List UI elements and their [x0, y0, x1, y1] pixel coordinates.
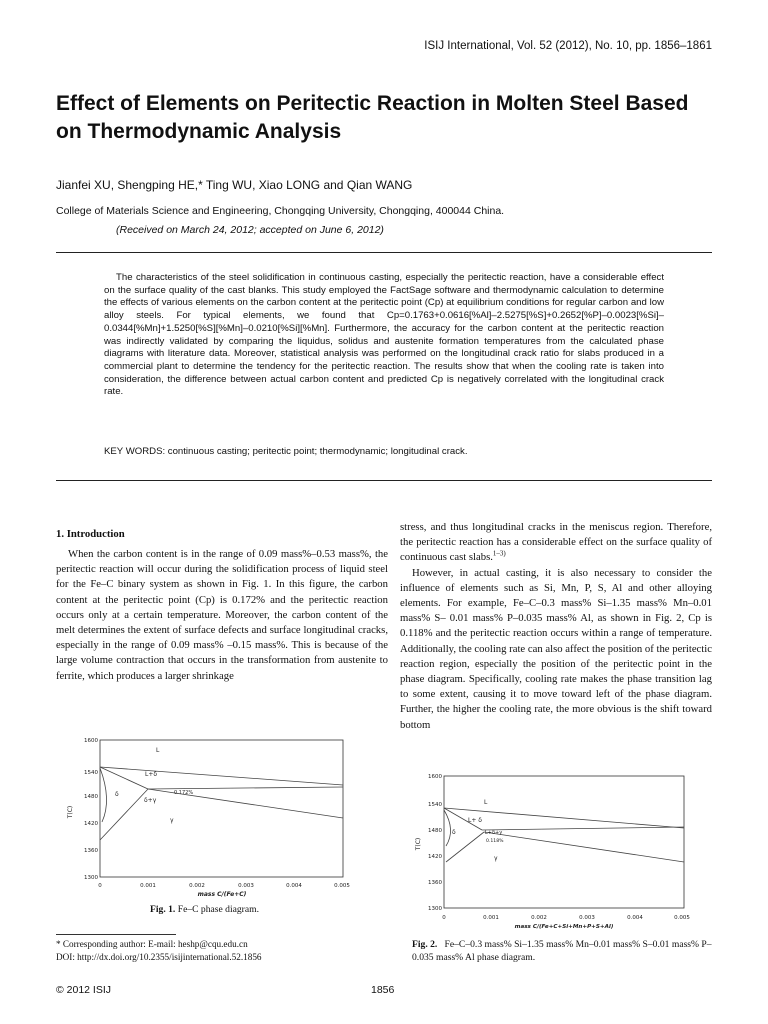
fig1-ytick-1420: 1420 [84, 821, 98, 827]
fig1-x-label: mass C/(Fe+C) [197, 891, 247, 898]
received-date: (Received on March 24, 2012; accepted on June 6, 2012) [116, 224, 384, 236]
fig2-peritectic-point: 0.118% [486, 839, 504, 844]
fig1-ytick-1600: 1600 [84, 738, 98, 744]
figure-1-phase-diagram [60, 730, 360, 900]
author-list: Jianfei XU, Shengping HE,* Ting WU, Xiao LONG and Qian WANG [56, 178, 413, 192]
fig1-ytick-1540: 1540 [84, 770, 98, 776]
fig2-ytick-1540: 1540 [428, 802, 442, 808]
fig1-y-label: T(C) [67, 805, 74, 819]
fig2-region-L-delta-gamma: L+δ+γ [485, 830, 503, 836]
fig1-xtick-0003: 0.003 [238, 883, 254, 889]
keywords: KEY WORDS: continuous casting; peritectic point; thermodynamic; longitudinal crack. [104, 446, 468, 457]
copyright: © 2012 ISIJ [56, 984, 112, 996]
fig2-ytick-1600: 1600 [428, 774, 442, 780]
fig2-ytick-1420: 1420 [428, 854, 442, 860]
fig1-xtick-0002: 0.002 [189, 883, 205, 889]
fig2-ytick-1300: 1300 [428, 906, 442, 912]
fig1-region-delta: δ [115, 791, 119, 798]
figure-2-phase-diagram [412, 770, 702, 932]
journal-citation: ISIJ International, Vol. 52 (2012), No. 10, pp. 1856–1861 [424, 40, 712, 52]
footnote [56, 938, 262, 964]
intro-right-column [400, 520, 712, 733]
fig2-xtick-0002: 0.002 [531, 915, 547, 921]
fig1-region-gamma: γ [170, 817, 174, 824]
fig2-region-gamma: γ [494, 855, 498, 862]
paper-title: Effect of Elements on Peritectic Reaction in Molten Steel Based on Thermodynamic Analysis [56, 92, 689, 143]
fig2-caption-label: Fig. 2. [412, 939, 438, 950]
fig1-ytick-1360: 1360 [84, 848, 98, 854]
fig1-ytick-1300: 1300 [84, 875, 98, 881]
fig2-region-L-delta: L+ δ [468, 817, 482, 824]
footnote-divider [56, 934, 176, 935]
affiliation: College of Materials Science and Engineering, Chongqing University, Chongqing, 400044 China. [56, 205, 505, 217]
fig2-x-label: mass C/(Fe+C+Si+Mn+P+S+Al) [514, 924, 614, 930]
fig2-region-L: L [484, 799, 488, 806]
fig2-xtick-0004: 0.004 [627, 915, 643, 921]
intro-paragraph-3: However, in actual casting, it is also necessary to consider the influence of elements such as Si, Mn, P, S, Al and other alloying elements. For example, Fe–C–0.3 mass% Si–1.35 mass% Mn–0.01 mass% S– 0.01 mass% P–0.035 mass% Al, as shown in Fig. 2, Cp is 0.118% and the peritectic reaction occurs within a range of temperature. Additionally, the cooling rate can also affect the position of the peritectic reaction region, especially the position of the peritectic point in the phase diagram. Specifically, cooling rate makes the phase transition lag to some extent, causing it to move toward left of the phase diagram. Further, the higher the cooling rate, the more obvious is the shift toward bottom [400, 566, 712, 731]
fig2-xtick-0: 0 [442, 915, 446, 921]
fig1-caption-label: Fig. 1. [150, 904, 176, 915]
section-heading-introduction: 1. Introduction [56, 528, 125, 540]
doi-link[interactable]: DOI: http://dx.doi.org/10.2355/isijinternational.52.1856 [56, 952, 262, 962]
fig2-y-label: T(C) [415, 837, 422, 851]
intro-paragraph-2 [400, 520, 712, 566]
fig1-xtick-0001: 0.001 [140, 883, 156, 889]
fig2-caption-text: Fe–C–0.3 mass% Si–1.35 mass% Mn–0.01 mass% S–0.01 mass% P–0.035 mass% Al phase diagram. [412, 939, 712, 963]
fig1-xtick-0005: 0.005 [334, 883, 350, 889]
figure-1-caption [150, 904, 259, 915]
fig2-region-delta: δ [452, 829, 456, 836]
top-divider [56, 252, 712, 253]
fig1-caption-text: Fe–C phase diagram. [177, 904, 259, 915]
abstract: The characteristics of the steel solidification in continuous casting, especially the peritectic reaction, have a considerable effect on the surface quality of the cast blanks. This study employed the FactSage software and thermodynamic calculation to determine the effects of various elements on the carbon content at the peritectic point (Cp) at equilibrium conditions for regular carbon and low alloy steels. For typical elements, we found that Cp=0.1763+0.0616[%Al]–2.5275[%S]+0.2652[%P]–0.0023[%Si]–0.0344[%Mn]+1.5250[%S][%Mn]–0.0210[%Si][%Mn]. Furthermore, the accuracy for the carbon content at the peritectic reaction was indirectly validated by comparing the liquidus, solidus and austenite formation temperatures from the calculated phase diagrams with literature data. Moreover, statistical analysis was performed on the longitudinal crack ratio for slabs produced in a commercial plant to determine the tendency for the peritectic reaction. The results show that when the cooling rate is taken into consideration, the difference between actual carbon content and predicted Cp is negatively correlated with the longitudinal crack rate. [104, 272, 664, 398]
intro-paragraph-2-text: stress, and thus longitudinal cracks in the meniscus region. Therefore, the peritectic reaction has a considerable effect on the surface quality of continuous cast slabs. [400, 521, 712, 564]
fig1-region-L-delta: L+δ [145, 771, 158, 778]
fig2-xtick-0003: 0.003 [579, 915, 595, 921]
citation-ref: 1–3) [492, 549, 506, 558]
intro-paragraph-1: When the carbon content is in the range of 0.09 mass%–0.53 mass%, the peritectic reaction will occur during the solidification process of liquid steel for the Fe–C binary system as shown in Fig. 1. In this figure, the carbon content at the peritectic point (Cp) is 0.172% and the peritectic reaction occurs only at a certain temperature. Moreover, the carbon content of the melt determines the extent of surface defects and surface longitudinal cracks, especially in the range of 0.09 mass% –0.15 mass%. This is because of the large volume contraction that occurs in the transformation from austenite to ferrite, which produces a larger shrinkage [56, 548, 388, 682]
page-number: 1856 [371, 984, 395, 996]
fig2-xtick-0005: 0.005 [674, 915, 690, 921]
fig1-xtick-0004: 0.004 [286, 883, 302, 889]
abstract-divider [56, 480, 712, 481]
fig1-region-L: L [156, 747, 160, 754]
fig2-xtick-0001: 0.001 [483, 915, 499, 921]
fig1-peritectic-point: 0.172% [174, 790, 194, 796]
fig1-region-delta-gamma: δ+γ [144, 797, 157, 804]
fig2-ytick-1480: 1480 [428, 828, 442, 834]
figure-2-caption [412, 938, 712, 964]
intro-left-column [56, 547, 388, 684]
fig2-ytick-1360: 1360 [428, 880, 442, 886]
corresponding-author: * Corresponding author: E-mail: heshp@cqu.edu.cn [56, 939, 248, 949]
fig1-xtick-0: 0 [98, 883, 102, 889]
fig1-ytick-1480: 1480 [84, 794, 98, 800]
